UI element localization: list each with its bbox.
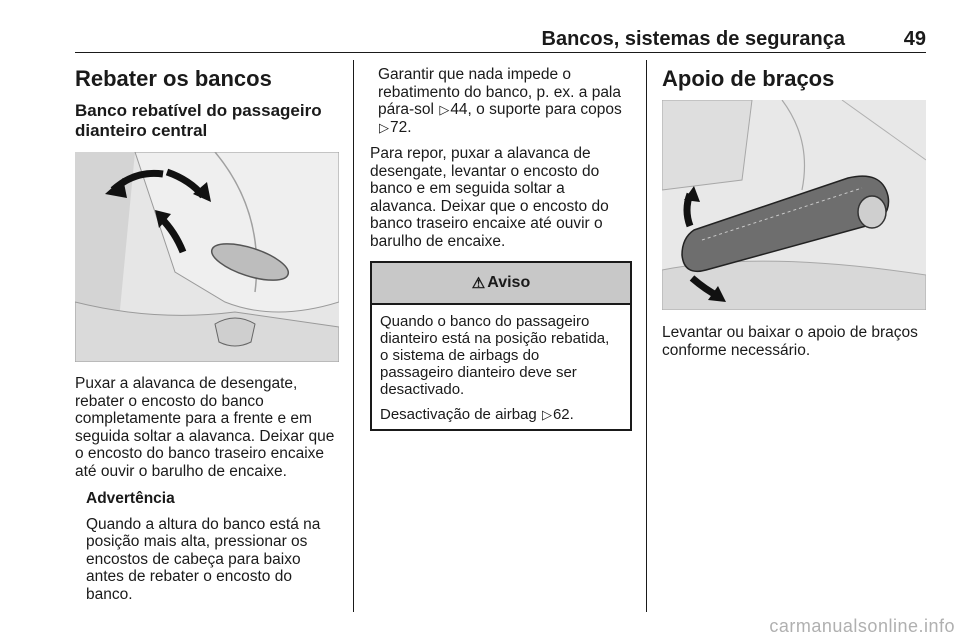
reset-line: Para repor, puxar a alavanca de <box>370 145 591 162</box>
precaution-paragraph <box>370 66 636 136</box>
warning-body <box>372 305 630 423</box>
note-title: Advertência <box>86 490 175 507</box>
reset-line: barulho de encaixe. <box>370 232 506 250</box>
page-reference-icon: ▷ <box>439 102 450 117</box>
left-column-text <box>75 375 345 603</box>
instruction-line: completamente para a frente e em <box>75 410 312 427</box>
warning-line: o sistema de airbags do <box>380 347 540 364</box>
page-reference-icon: ▷ <box>379 119 389 135</box>
warning-reference <box>380 406 622 423</box>
reset-line: banco traseiro encaixe até ouvir o <box>370 215 603 232</box>
running-header: Bancos, sistemas de segurança <box>541 28 845 50</box>
warning-triangle-icon: ⚠ <box>471 275 486 292</box>
note-line: antes de rebater o encosto do <box>86 568 292 585</box>
middle-column-text <box>370 66 636 250</box>
instruction-line: seguida soltar a alavanca. Deixar que <box>75 427 335 445</box>
page-reference-link[interactable]: 62. <box>552 406 574 423</box>
note-line: Quando a altura do banco está na <box>86 515 321 533</box>
reset-line: alavanca. Deixar que o encosto do <box>370 197 609 215</box>
armrest-drawing <box>662 100 926 310</box>
warning-header <box>372 263 630 305</box>
section-heading-armrest: Apoio de braços <box>662 66 835 91</box>
precaution-line: rebatimento do banco, p. ex. a pala <box>378 83 621 101</box>
warning-reference-text: Desactivação de airbag <box>380 406 537 423</box>
precaution-text: pára-sol <box>378 101 434 118</box>
page-number: 49 <box>903 28 926 50</box>
instruction-line: até ouvir o barulho de encaixe. <box>75 462 287 480</box>
section-heading-fold-seats: Rebater os bancos <box>75 66 272 91</box>
warning-line: passageiro dianteiro deve ser <box>380 364 577 381</box>
left-column-headings <box>75 66 345 141</box>
reset-line: desengate, levantar o encosto do <box>370 162 600 180</box>
subheading-line-1: Banco rebatível do passageiro <box>75 101 322 120</box>
seat-fold-illustration <box>75 152 339 362</box>
armrest-caption-text <box>662 324 932 359</box>
note-line: encostos de cabeça para baixo <box>86 550 301 568</box>
caption-line: conforme necessário. <box>662 341 811 359</box>
reset-paragraph <box>370 145 636 250</box>
instruction-line: Puxar a alavanca de desengate, <box>75 375 298 392</box>
precaution-text: 44, o suporte para copos <box>450 101 622 118</box>
precaution-line <box>378 101 636 119</box>
instruction-paragraph <box>75 375 345 480</box>
watermark: carmanualsonline.info <box>769 616 955 636</box>
note-text <box>86 516 345 604</box>
warning-line: Quando o banco do passageiro <box>380 313 590 330</box>
note-line: banco. <box>86 585 133 603</box>
note-line: posição mais alta, pressionar os <box>86 533 308 550</box>
warning-text <box>380 313 622 398</box>
warning-box <box>370 261 632 431</box>
armrest-caption <box>662 324 932 359</box>
page-reference-icon: ▷ <box>541 407 552 422</box>
warning-line: desactivado. <box>380 381 465 398</box>
reset-line: banco e em seguida soltar a <box>370 180 565 197</box>
instruction-line: o encosto do banco traseiro encaixe <box>75 445 325 462</box>
caption-line: Levantar ou baixar o apoio de braços <box>662 324 918 341</box>
column-divider-right <box>646 60 647 612</box>
right-column-heading <box>662 66 932 92</box>
precaution-line <box>378 119 636 137</box>
warning-title: Aviso <box>487 274 531 291</box>
instruction-line: rebater o encosto do banco <box>75 392 264 410</box>
header-rule <box>75 52 926 53</box>
page-reference-link[interactable]: 72. <box>390 118 412 136</box>
precaution-line: Garantir que nada impede o <box>378 66 572 83</box>
column-divider-left <box>353 60 354 612</box>
warning-line: dianteiro está na posição rebatida, <box>380 330 610 347</box>
seat-fold-drawing <box>75 152 339 362</box>
note-block <box>75 490 345 603</box>
armrest-illustration <box>662 100 926 310</box>
subheading-line-2: dianteiro central <box>75 121 208 140</box>
